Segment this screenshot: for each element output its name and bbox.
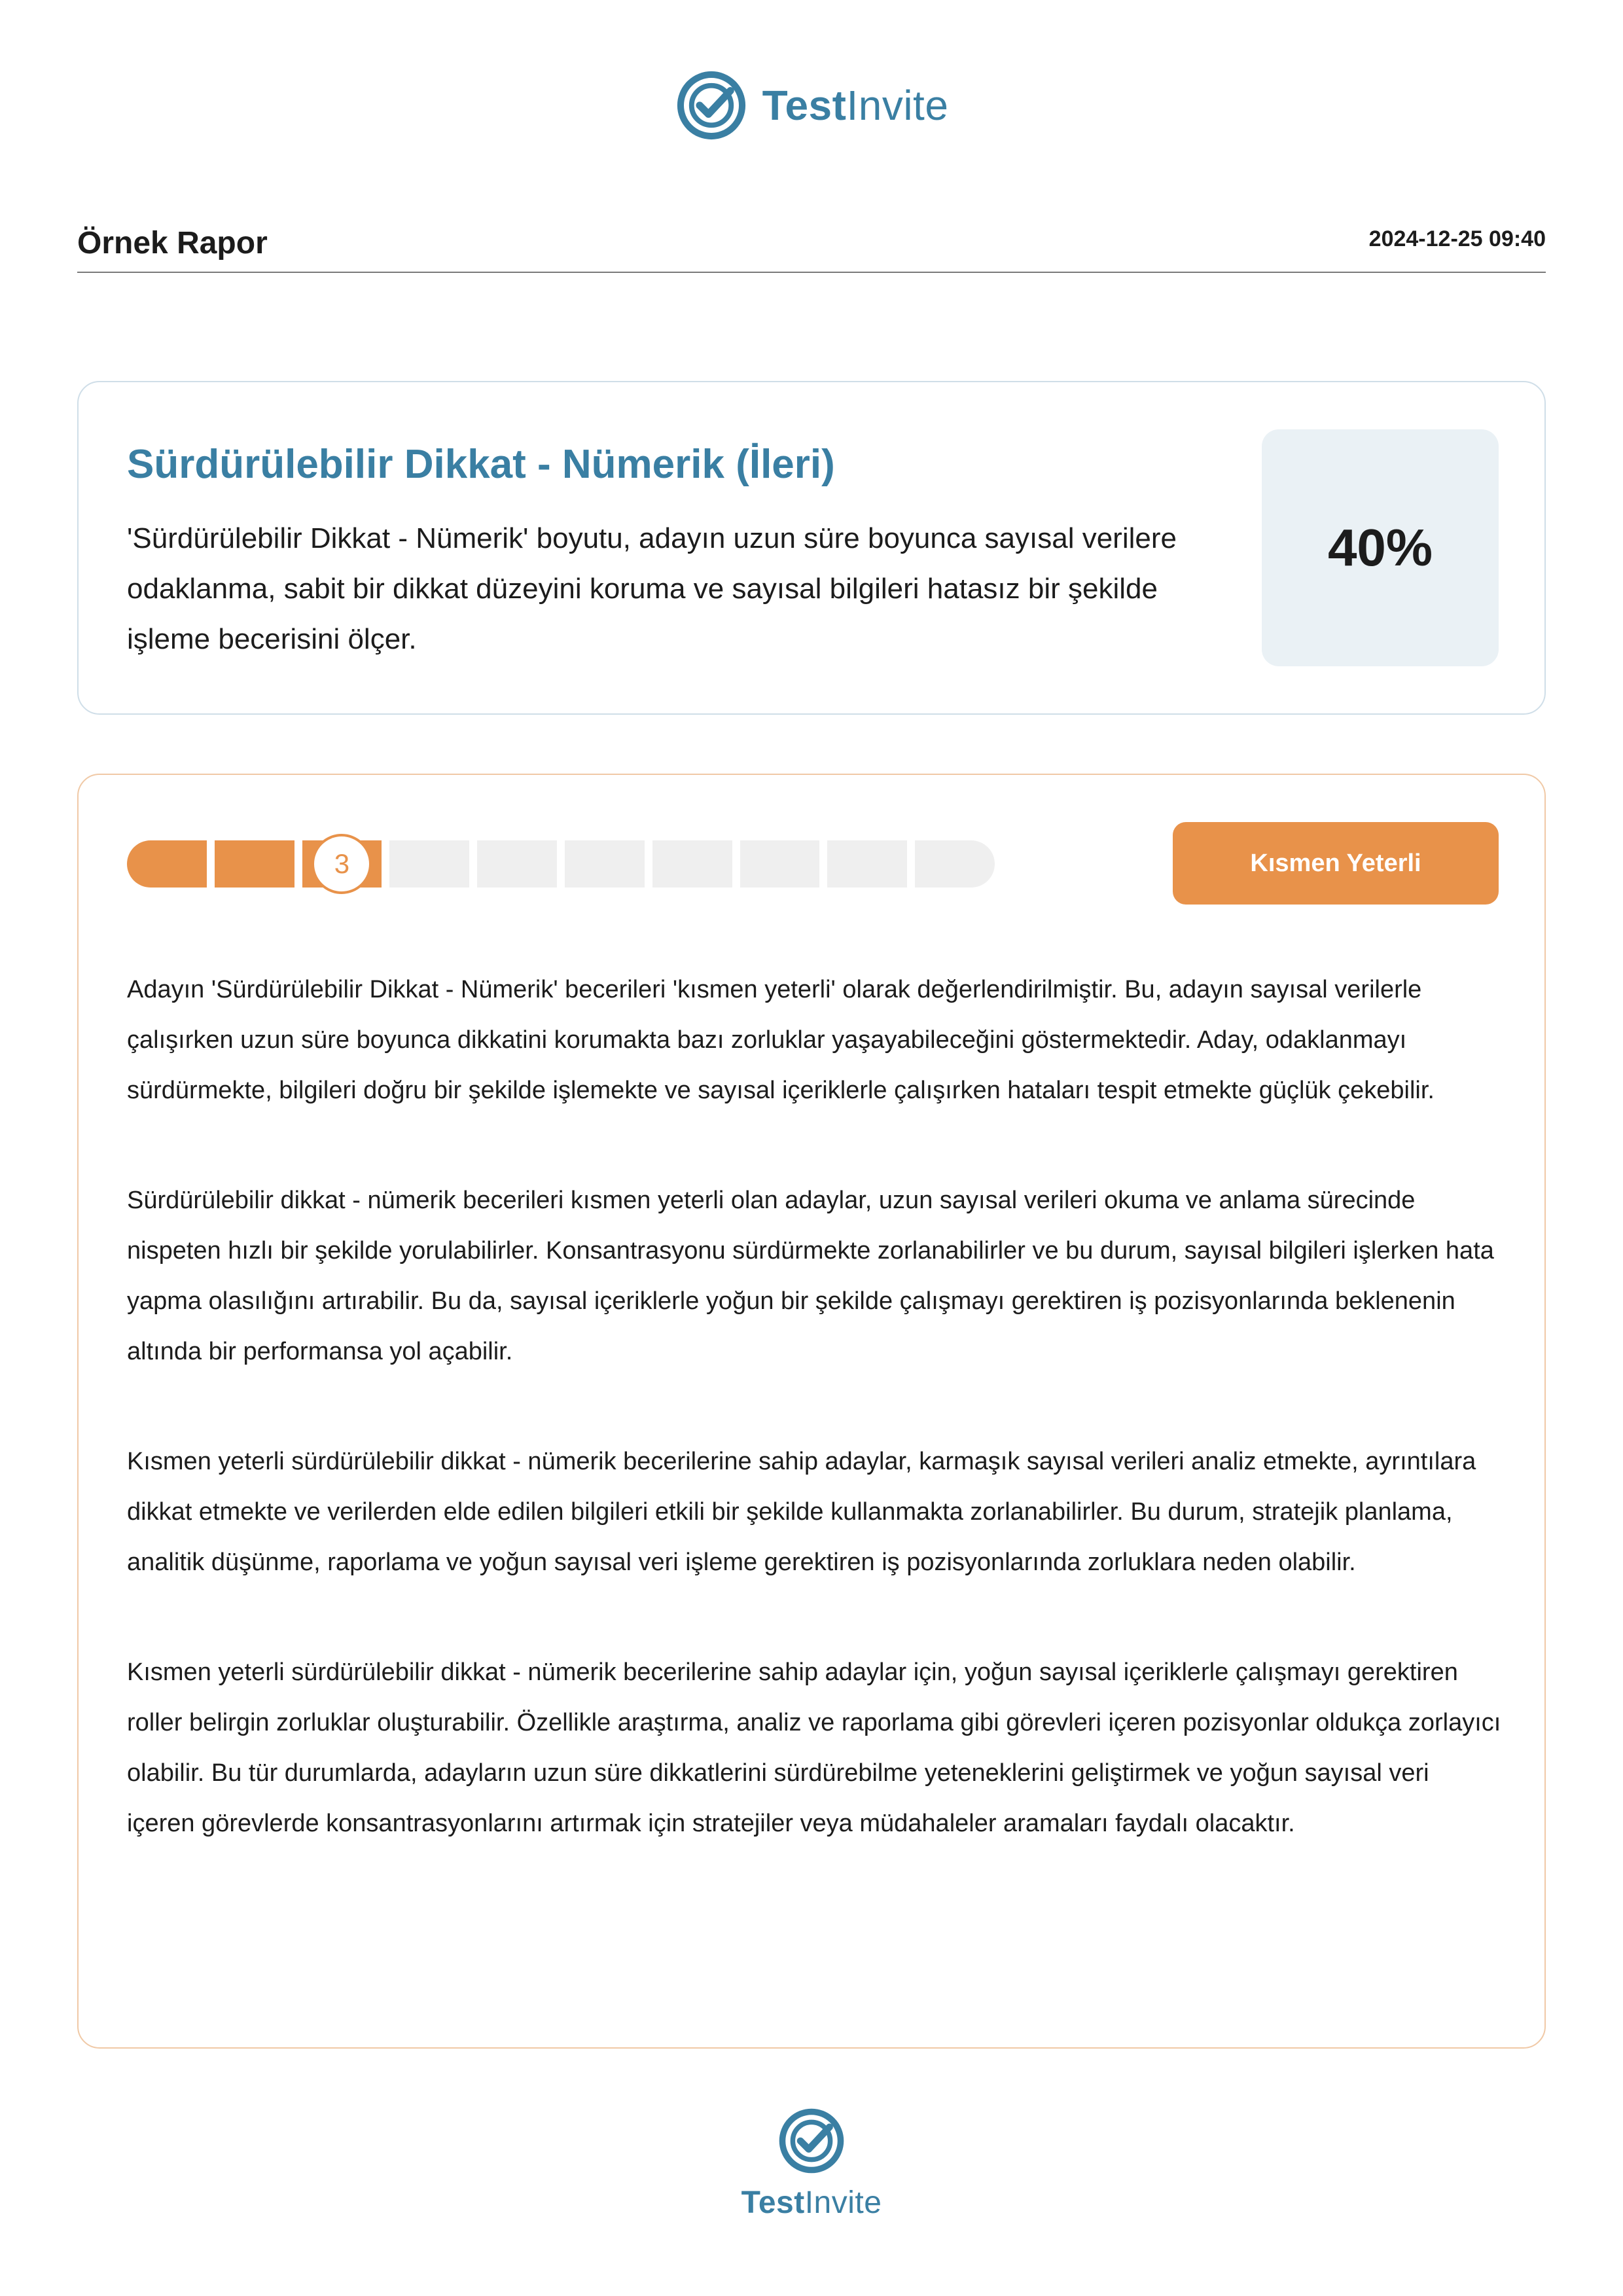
report-title: Örnek Rapor: [77, 226, 268, 260]
scale-segment: [740, 840, 820, 888]
brand-logo-top: [0, 69, 1623, 142]
scale-segment: [215, 840, 294, 888]
result-paragraph: Adayın 'Sürdürülebilir Dikkat - Nümerik' becerileri 'kısmen yeterli' olarak değerlendirilmiştir. Bu, adayın sayısal verilerle çalışırken uzun süre boyunca dikkatini korumakta bazı zorluklar yaşayabileceğini göstermektedir. Aday, odaklanmayı sürdürmekte, bilgileri doğru bir şekilde işlemekte ve sayısal içeriklerle çalışırken hataları tespit etmekte güçlük çekebilir.: [127, 976, 1435, 1104]
scale-segment: [389, 840, 469, 888]
level-scale: [127, 840, 995, 888]
brand-name: TestInvite: [762, 82, 949, 129]
result-card: [77, 774, 1546, 2049]
scale-segment: [477, 840, 557, 888]
level-marker: 3: [312, 834, 372, 894]
result-paragraph: Kısmen yeterli sürdürülebilir dikkat - nümerik becerilerine sahip adaylar için, yoğun sayısal içeriklerle çalışmayı gerektiren roller belirgin zorluklar oluşturabilir. Özellikle araştırma, analiz ve raporlama gibi görevleri içeren pozisyonlar oldukça zorlayıcı olabilir. Bu tür durumlarda, adayların uzun süre dikkatlerini sürdürebilme yeteneklerini geliştirmek ve yoğun sayısal veri içeren görevlerde konsantrasyonlarını artırmak için stratejiler veya müdahaleler aramaları faydalı olacaktır.: [127, 1659, 1501, 1837]
dimension-description: 'Sürdürülebilir Dikkat - Nümerik' boyutu, adayın uzun süre boyunca sayısal verilere odaklanma, sabit bir dikkat düzeyini koruma ve sayısal bilgileri hatasız bir şekilde işleme becerisini ölçer.: [127, 522, 1177, 655]
brand-logo-bottom: [0, 2106, 1623, 2221]
scale-segment: [915, 840, 995, 888]
scale-segment: [127, 840, 207, 888]
scale-segment: [565, 840, 645, 888]
check-badge-icon: [675, 69, 748, 142]
check-badge-icon: [777, 2106, 846, 2176]
dimension-card: [77, 381, 1546, 715]
score-box: [1262, 429, 1499, 666]
result-paragraph: Kısmen yeterli sürdürülebilir dikkat - nümerik becerilerine sahip adaylar, karmaşık sayısal verileri analiz etmekte, ayrıntılara dikkat etmekte ve verilerden elde edilen bilgileri etkili bir şekilde kullanmakta zorlanabilirler. Bu durum, stratejik planlama, analitik düşünme, raporlama ve yoğun sayısal veri işleme gerektiren iş pozisyonlarında zorluklara neden olabilir.: [127, 1448, 1476, 1576]
scale-segment: [652, 840, 732, 888]
report-header: [77, 216, 1546, 273]
scale-segment: [302, 840, 382, 888]
scale-segment: [827, 840, 907, 888]
brand-name: TestInvite: [741, 2185, 882, 2220]
dimension-title: Sürdürülebilir Dikkat - Nümerik (İleri): [127, 442, 835, 487]
result-paragraph: Sürdürülebilir dikkat - nümerik becerileri kısmen yeterli olan adaylar, uzun sayısal verileri okuma ve anlama sürecinde nispeten hızlı bir şekilde yorulabilirler. Konsantrasyonu sürdürmekte zorlanabilirler ve bu durum, sayısal bilgileri işlerken hata yapma olasılığını artırabilir. Bu da, sayısal içeriklerle yoğun bir şekilde çalışmayı gerektiren iş pozisyonlarında beklenenin altında bir performansa yol açabilir.: [127, 1187, 1494, 1365]
report-date: 2024-12-25 09:40: [1368, 226, 1546, 251]
score-value: 40%: [1327, 518, 1433, 577]
result-text: [127, 965, 1501, 1909]
level-badge: Kısmen Yeterli: [1173, 822, 1499, 905]
